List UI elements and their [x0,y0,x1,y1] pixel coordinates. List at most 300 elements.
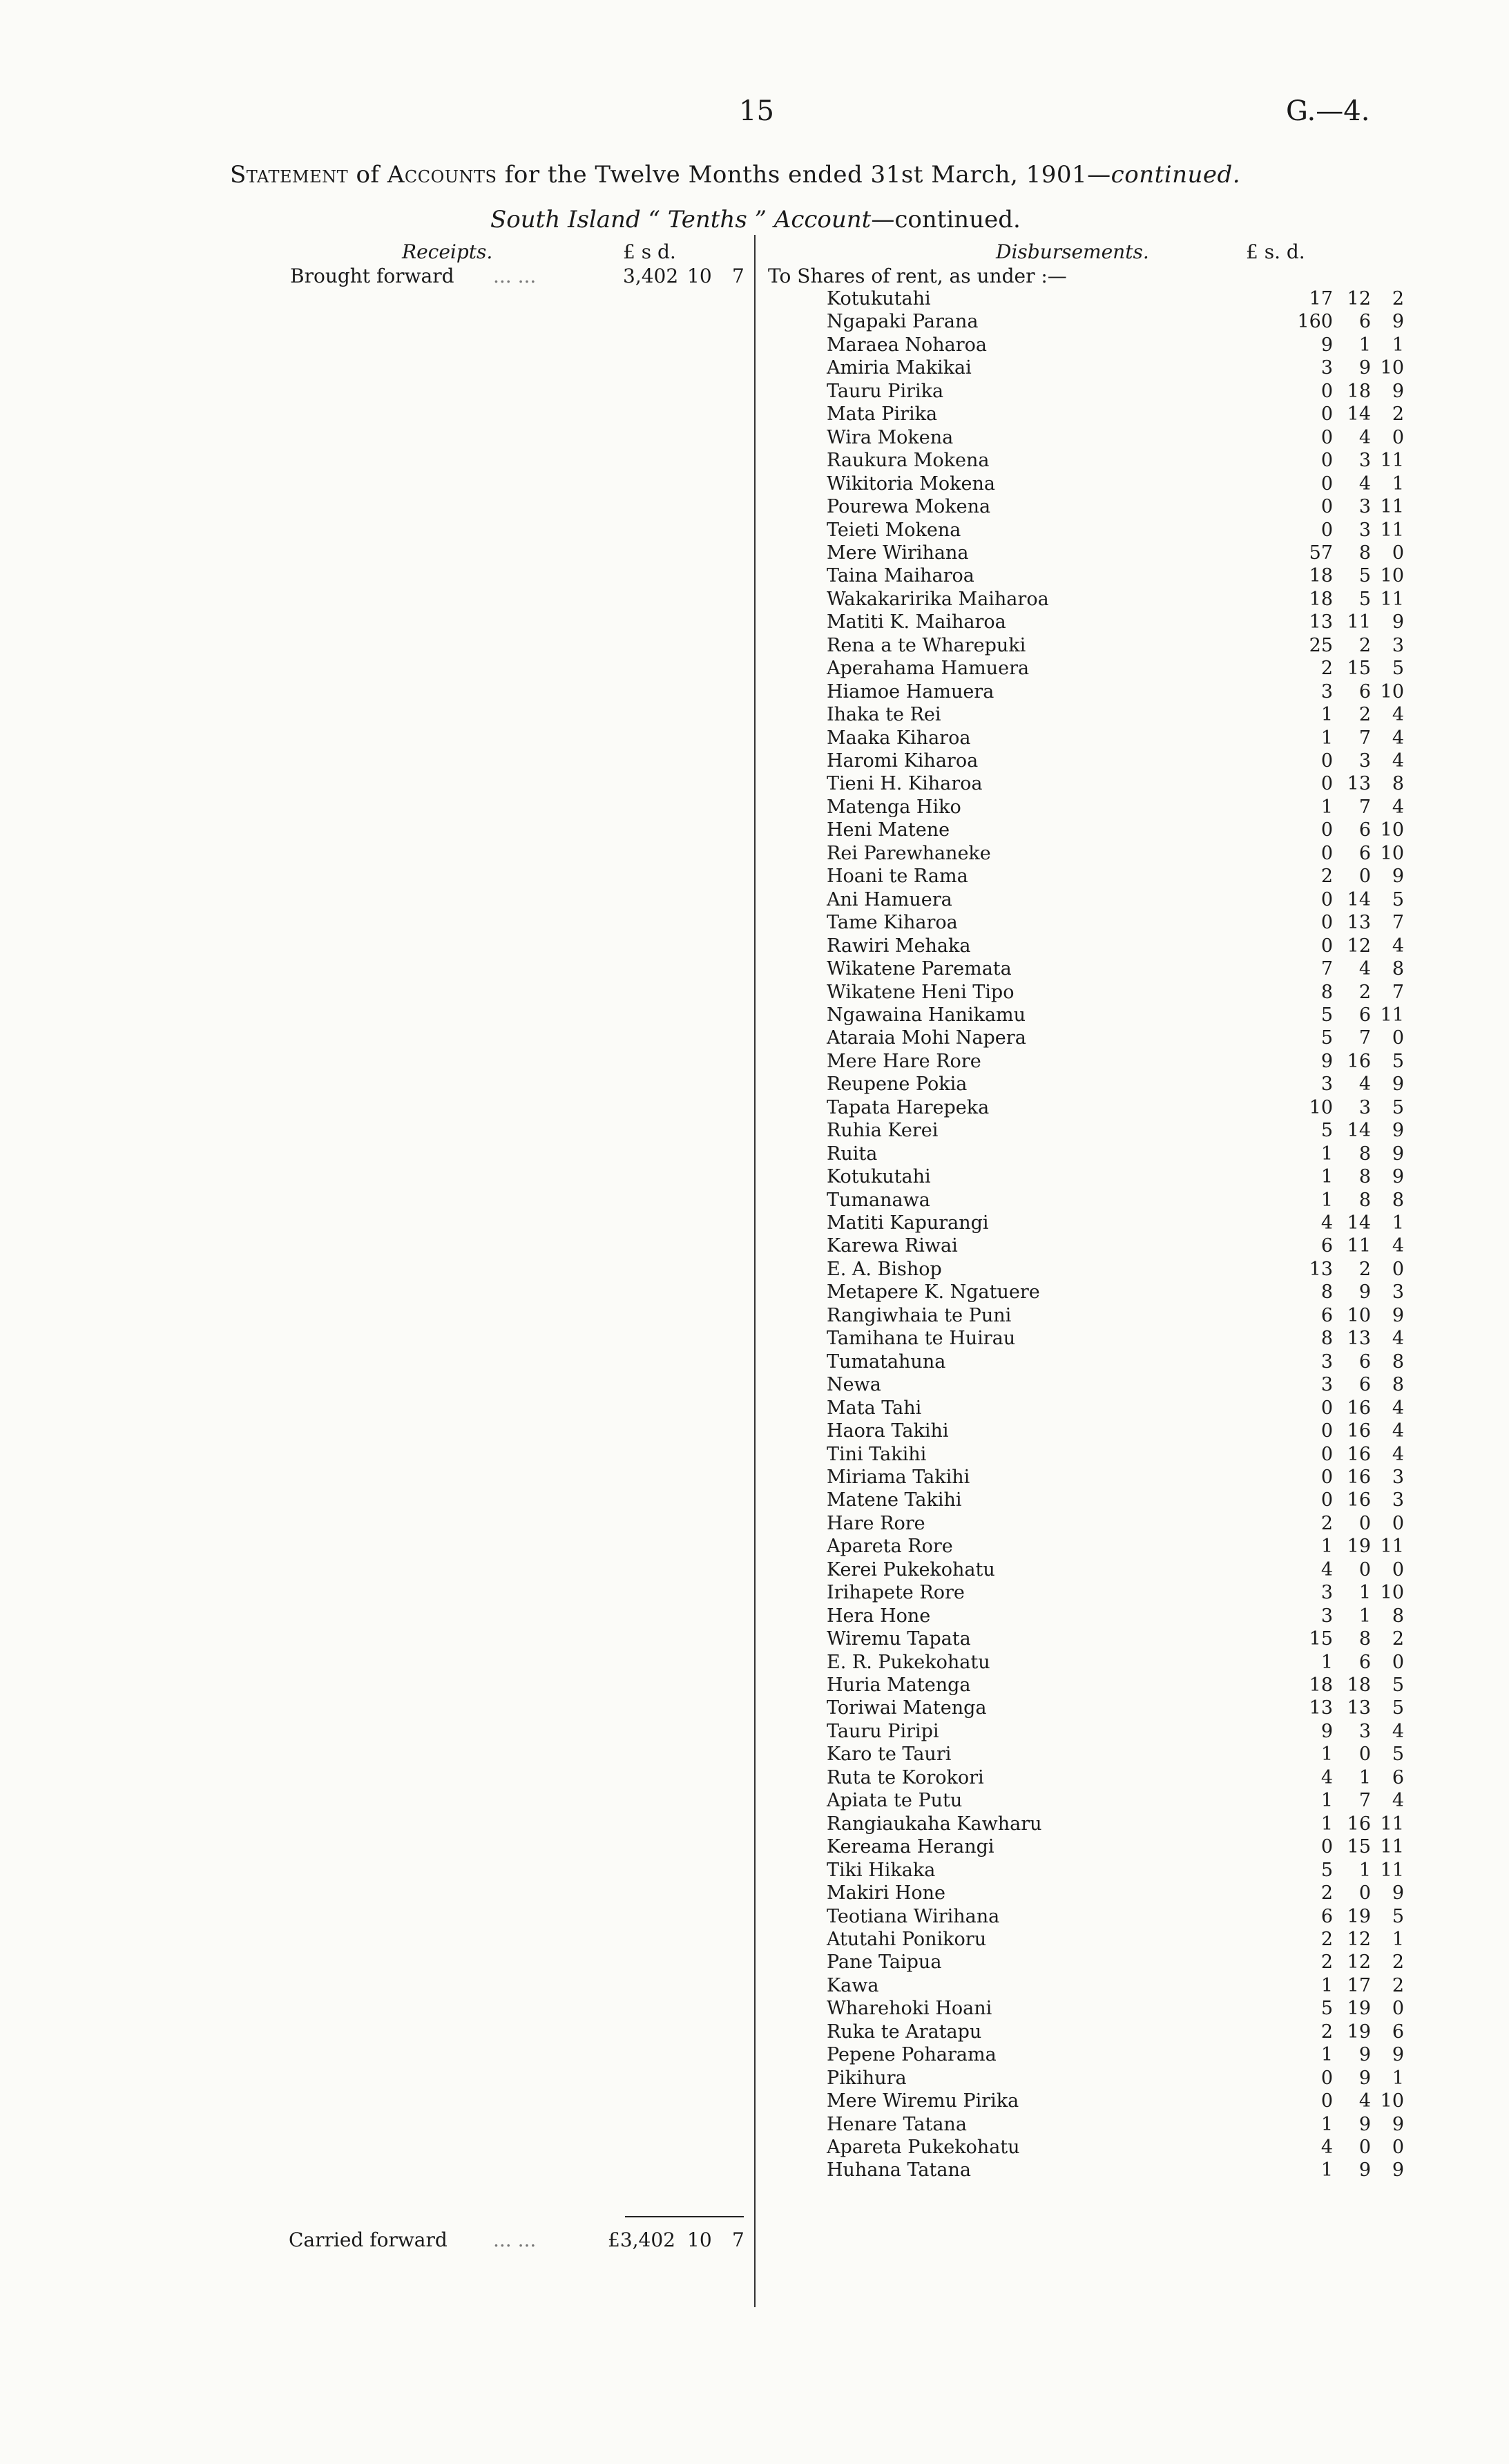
payee-name: Rawiri Mehaka [827,935,971,957]
amount-shillings: 0 [1358,1512,1371,1534]
disbursement-row [0,1906,1509,1929]
disbursement-row [0,1721,1509,1744]
disbursement-row [0,1767,1509,1790]
amount-pounds: 0 [1320,519,1333,541]
payee-name: Teieti Mokena [827,519,961,541]
amount-shillings: 3 [1358,496,1371,518]
carried-forward-label: Carried forward [289,2228,448,2251]
amount-pounds: 13 [1309,1697,1333,1719]
amount-shillings: 12 [1347,935,1371,957]
amount-shillings: 1 [1358,1582,1371,1604]
disbursement-row [0,1951,1509,1974]
amount-pence: 4 [1392,1420,1404,1442]
disbursement-row [0,982,1509,1004]
amount-pounds: 9 [1320,1050,1333,1072]
amount-shillings: 8 [1358,1166,1371,1188]
amount-pounds: 160 [1297,311,1333,333]
amount-pence: 3 [1392,1281,1404,1303]
amount-shillings: 14 [1347,403,1371,426]
amount-shillings: 14 [1347,1120,1371,1142]
receipts-currency-header: £ s d. [623,240,676,263]
amount-shillings: 6 [1358,842,1371,864]
brought-forward-pounds: 3,402 [623,265,679,287]
amount-pounds: 18 [1309,588,1333,610]
disbursement-row [0,2114,1509,2137]
amount-pence: 5 [1392,1050,1404,1072]
disbursement-row [0,1489,1509,1512]
amount-pence: 8 [1392,1605,1404,1627]
amount-pounds: 13 [1309,1258,1333,1280]
brought-forward-pence: 7 [732,265,744,287]
amount-pence: 1 [1392,1928,1404,1950]
title-accounts: Accounts [387,161,497,189]
payee-name: Ani Hamuera [827,888,952,910]
amount-pence: 10 [1380,819,1404,841]
amount-pence: 6 [1392,2021,1404,2043]
disbursement-row [0,2137,1509,2159]
amount-pounds: 0 [1320,496,1333,518]
carried-forward-shillings: 10 [687,2228,712,2251]
amount-shillings: 9 [1358,2067,1371,2089]
amount-pence: 7 [1392,912,1404,934]
amount-pence: 1 [1392,1212,1404,1234]
amount-shillings: 4 [1358,1073,1371,1096]
disbursement-row [0,2021,1509,2044]
amount-pounds: 1 [1320,1790,1333,1812]
disbursement-row [0,935,1509,958]
amount-shillings: 16 [1347,1443,1371,1465]
payee-name: Mere Wirihana [827,542,969,564]
amount-pounds: 5 [1320,1027,1333,1049]
amount-shillings: 1 [1358,1605,1371,1627]
amount-pence: 3 [1392,1489,1404,1511]
amount-pence: 9 [1392,380,1404,402]
disbursement-row [0,1744,1509,1766]
amount-shillings: 18 [1347,380,1371,402]
amount-pence: 0 [1392,1558,1404,1580]
amount-pence: 6 [1392,1766,1404,1788]
payee-name: Rena a te Wharepuki [827,634,1026,656]
amount-pence: 3 [1392,1466,1404,1488]
amount-pence: 11 [1380,1004,1404,1026]
disbursement-row [0,1882,1509,1905]
amount-pence: 5 [1392,1096,1404,1118]
amount-pence: 10 [1380,2090,1404,2112]
disbursement-row [0,1605,1509,1628]
payee-name: Apiata te Putu [827,1790,963,1812]
amount-pence: 10 [1380,565,1404,587]
disbursement-row [0,2044,1509,2067]
disbursement-row [0,704,1509,727]
shares-of-rent-intro: To Shares of rent, as under :— [768,265,1067,287]
amount-pence: 10 [1380,842,1404,864]
amount-pence: 4 [1392,1235,1404,1257]
amount-pence: 9 [1392,1120,1404,1142]
payee-name: Tini Takihi [827,1443,927,1465]
receipts-heading: Receipts. [402,240,493,263]
amount-shillings: 3 [1358,450,1371,472]
amount-pence: 2 [1392,1628,1404,1650]
payee-name: Wakakaririka Maiharoa [827,588,1049,610]
amount-shillings: 14 [1347,1212,1371,1234]
amount-pence: 0 [1392,426,1404,448]
amount-pence: 2 [1392,1974,1404,1996]
amount-pence: 0 [1392,1651,1404,1673]
amount-pence: 10 [1380,357,1404,379]
amount-shillings: 19 [1347,1536,1371,1558]
carried-forward-pence: 7 [732,2228,744,2251]
amount-shillings: 9 [1358,2159,1371,2181]
amount-pounds: 6 [1320,1905,1333,1927]
amount-pounds: 0 [1320,1466,1333,1488]
amount-pounds: 0 [1320,912,1333,934]
amount-pence: 4 [1392,935,1404,957]
payee-name: Hera Hone [827,1605,931,1627]
payee-name: Apareta Rore [827,1536,953,1558]
payee-name: Mere Wiremu Pirika [827,2090,1019,2112]
payee-name: Hare Rore [827,1512,925,1534]
payee-name: Taina Maiharoa [827,565,974,587]
payee-name: Ngawaina Hanikamu [827,1004,1026,1026]
amount-shillings: 8 [1358,1628,1371,1650]
amount-pounds: 9 [1320,1720,1333,1742]
amount-shillings: 2 [1358,704,1371,726]
amount-pounds: 6 [1320,1235,1333,1257]
disbursement-row [0,1166,1509,1189]
amount-shillings: 3 [1358,1096,1371,1118]
amount-pounds: 15 [1309,1628,1333,1650]
amount-pounds: 1 [1320,1744,1333,1766]
amount-pence: 4 [1392,796,1404,818]
disbursement-row [0,1998,1509,2021]
amount-shillings: 6 [1358,680,1371,703]
payee-name: Heni Matene [827,819,950,841]
amount-pence: 11 [1380,1836,1404,1858]
amount-pounds: 1 [1320,796,1333,818]
disbursement-row [0,519,1509,542]
payee-name: Huria Matenga [827,1674,971,1696]
payee-name: Pepene Poharama [827,2044,997,2066]
disbursement-row [0,1051,1509,1073]
amount-shillings: 4 [1358,2090,1371,2112]
amount-shillings: 1 [1358,1859,1371,1881]
payee-name: Teotiana Wirihana [827,1905,1000,1927]
amount-pounds: 18 [1309,1674,1333,1696]
amount-shillings: 4 [1358,472,1371,495]
amount-pounds: 7 [1320,958,1333,980]
amount-pence: 0 [1392,542,1404,564]
payee-name: Tieni H. Kiharoa [827,773,983,795]
payee-name: E. A. Bishop [827,1258,942,1280]
payee-name: Kotukutahi [827,1166,931,1188]
document-reference: G.—4. [1286,95,1370,127]
amount-shillings: 3 [1358,1720,1371,1742]
payee-name: Tapata Harepeka [827,1096,990,1118]
amount-pounds: 3 [1320,1073,1333,1096]
amount-pounds: 5 [1320,1120,1333,1142]
amount-shillings: 3 [1358,519,1371,541]
payee-name: Wikitoria Mokena [827,472,995,495]
subtitle-continued: —continued. [871,206,1021,233]
amount-shillings: 7 [1358,727,1371,749]
amount-pence: 4 [1392,727,1404,749]
amount-shillings: 15 [1347,1836,1371,1858]
amount-pence: 3 [1392,634,1404,656]
disbursement-row [0,1073,1509,1096]
disbursement-row [0,1212,1509,1235]
payee-name: Matiti Kapurangi [827,1212,989,1234]
amount-pounds: 2 [1320,1512,1333,1534]
amount-pence: 9 [1392,2159,1404,2181]
amount-pence: 0 [1392,1258,1404,1280]
amount-pence: 0 [1392,2137,1404,2158]
amount-shillings: 1 [1358,1766,1371,1788]
disbursement-row [0,1467,1509,1489]
amount-pounds: 3 [1320,1582,1333,1604]
payee-name: Matiti K. Maiharoa [827,611,1006,633]
disbursement-row [0,1652,1509,1674]
amount-shillings: 6 [1358,1374,1371,1396]
payee-name: Rei Parewhaneke [827,842,991,864]
amount-pence: 2 [1392,403,1404,426]
disbursement-row [0,311,1509,334]
disbursement-row [0,1582,1509,1605]
amount-pence: 5 [1392,658,1404,680]
amount-pence: 8 [1392,1374,1404,1396]
disbursement-row [0,1305,1509,1328]
payee-name: Ihaka te Rei [827,704,941,726]
amount-shillings: 0 [1358,1744,1371,1766]
page-number: 15 [739,95,774,127]
amount-pounds: 0 [1320,1836,1333,1858]
disbursement-row [0,2067,1509,2090]
disbursement-row [0,727,1509,750]
disbursement-row [0,750,1509,773]
disbursement-row [0,1420,1509,1443]
amount-pence: 9 [1392,611,1404,633]
brought-forward-label: Brought forward [290,265,454,287]
amount-pounds: 10 [1309,1096,1333,1118]
amount-shillings: 6 [1358,311,1371,333]
amount-pounds: 25 [1309,634,1333,656]
title-period: for the Twelve Months ended 31st March, 1901— [504,161,1111,189]
payee-name: Pikihura [827,2067,907,2089]
amount-shillings: 16 [1347,1466,1371,1488]
amount-pounds: 18 [1309,565,1333,587]
amount-pence: 10 [1380,1582,1404,1604]
amount-pounds: 0 [1320,750,1333,772]
amount-pounds: 1 [1320,2044,1333,2066]
payee-name: Matenga Hiko [827,796,961,818]
amount-pence: 5 [1392,888,1404,910]
payee-name: Hoani te Rama [827,866,968,888]
title-statement: Statement [230,161,349,189]
amount-shillings: 6 [1358,819,1371,841]
payee-name: Pourewa Mokena [827,496,991,518]
payee-name: Kotukutahi [827,288,931,309]
amount-pounds: 3 [1320,357,1333,379]
amount-shillings: 8 [1358,1189,1371,1211]
amount-pence: 11 [1380,496,1404,518]
payee-name: Makiri Hone [827,1882,946,1904]
disbursement-row [0,1374,1509,1397]
payee-name: Amiria Makikai [827,357,972,379]
payee-name: Henare Tatana [827,2113,967,2135]
amount-shillings: 9 [1358,357,1371,379]
payee-name: Ruita [827,1143,878,1165]
amount-pounds: 0 [1320,403,1333,426]
page-subtitle [490,206,1021,233]
amount-shillings: 7 [1358,1027,1371,1049]
amount-shillings: 6 [1358,1004,1371,1026]
disbursement-row [0,611,1509,634]
amount-pence: 5 [1392,1905,1404,1927]
amount-pence: 9 [1392,866,1404,888]
disbursements-currency-header: £ s. d. [1246,240,1305,263]
amount-pence: 8 [1392,1189,1404,1211]
amount-pounds: 2 [1320,866,1333,888]
page-title [230,161,1240,189]
amount-pence: 1 [1392,334,1404,356]
amount-shillings: 2 [1358,981,1371,1003]
title-continued: continued. [1111,161,1241,189]
amount-shillings: 7 [1358,796,1371,818]
payee-name: Metapere K. Ngatuere [827,1281,1040,1303]
amount-pounds: 1 [1320,1189,1333,1211]
disbursements-heading: Disbursements. [996,240,1149,263]
amount-pounds: 0 [1320,842,1333,864]
amount-pence: 11 [1380,519,1404,541]
payee-name: Tumatahuna [827,1350,946,1373]
amount-pence: 4 [1392,1328,1404,1350]
amount-pounds: 3 [1320,1605,1333,1627]
amount-pounds: 1 [1320,1813,1333,1835]
disbursement-row [0,427,1509,450]
disbursement-row [0,1536,1509,1558]
disbursement-row [0,2090,1509,2113]
amount-pounds: 0 [1320,2067,1333,2089]
amount-pounds: 5 [1320,1004,1333,1026]
payee-name: Maraea Noharoa [827,334,988,356]
disbursement-row [0,819,1509,842]
disbursement-row [0,381,1509,403]
amount-pounds: 0 [1320,1420,1333,1442]
payee-name: Atutahi Ponikoru [827,1928,987,1950]
amount-pence: 4 [1392,704,1404,726]
amount-shillings: 16 [1347,1813,1371,1835]
amount-pounds: 1 [1320,2159,1333,2181]
amount-shillings: 0 [1358,1882,1371,1904]
amount-pence: 9 [1392,1882,1404,1904]
payee-name: Ngapaki Parana [827,311,979,333]
amount-pounds: 3 [1320,1350,1333,1373]
amount-shillings: 9 [1358,2044,1371,2066]
amount-pence: 1 [1392,2067,1404,2089]
disbursement-row [0,773,1509,796]
amount-shillings: 9 [1358,1281,1371,1303]
amount-pence: 11 [1380,1813,1404,1835]
carried-forward-leader: ... ... [493,2228,537,2251]
amount-pounds: 1 [1320,2113,1333,2135]
brought-forward-shillings: 10 [687,265,712,287]
amount-pence: 8 [1392,773,1404,795]
disbursement-row [0,1697,1509,1720]
disbursement-row [0,1351,1509,1374]
amount-pounds: 4 [1320,2137,1333,2158]
amount-shillings: 0 [1358,1558,1371,1580]
payee-name: Tauru Piripi [827,1720,939,1742]
disbursement-row [0,1004,1509,1027]
disbursement-row [0,334,1509,357]
disbursement-row [0,288,1509,311]
amount-pounds: 8 [1320,981,1333,1003]
amount-pence: 0 [1392,1998,1404,2020]
amount-shillings: 17 [1347,1974,1371,1996]
amount-pounds: 0 [1320,1489,1333,1511]
disbursement-row [0,589,1509,611]
amount-shillings: 5 [1358,588,1371,610]
amount-pounds: 0 [1320,426,1333,448]
amount-shillings: 14 [1347,888,1371,910]
payee-name: Tame Kiharoa [827,912,958,934]
disbursement-row [0,1328,1509,1350]
amount-pence: 1 [1392,472,1404,495]
amount-shillings: 19 [1347,1905,1371,1927]
amount-pounds: 3 [1320,680,1333,703]
amount-shillings: 16 [1347,1420,1371,1442]
amount-shillings: 9 [1358,2113,1371,2135]
amount-pounds: 0 [1320,773,1333,795]
payee-name: Ruta te Korokori [827,1766,984,1788]
disbursement-row [0,681,1509,704]
amount-pounds: 8 [1320,1328,1333,1350]
disbursement-row [0,1929,1509,1951]
amount-pounds: 0 [1320,1397,1333,1419]
payee-name: Tauru Pirika [827,380,944,402]
amount-pounds: 2 [1320,1951,1333,1974]
amount-pence: 5 [1392,1697,1404,1719]
amount-pence: 11 [1380,450,1404,472]
amount-shillings: 13 [1347,912,1371,934]
payee-name: Hiamoe Hamuera [827,680,994,703]
amount-shillings: 19 [1347,2021,1371,2043]
amount-pence: 9 [1392,311,1404,333]
payee-name: Wira Mokena [827,426,954,448]
disbursement-row [0,658,1509,680]
amount-shillings: 10 [1347,1304,1371,1326]
amount-pounds: 1 [1320,1974,1333,1996]
amount-pence: 5 [1392,1674,1404,1696]
amount-pounds: 5 [1320,1859,1333,1881]
amount-shillings: 13 [1347,1697,1371,1719]
amount-shillings: 12 [1347,1928,1371,1950]
amount-pence: 0 [1392,1027,1404,1049]
amount-pence: 9 [1392,1073,1404,1096]
disbursement-row [0,1097,1509,1120]
disbursement-row [0,473,1509,496]
payee-name: Irihapete Rore [827,1582,965,1604]
amount-pence: 4 [1392,1720,1404,1742]
disbursement-row [0,1143,1509,1166]
payee-name: Mata Tahi [827,1397,922,1419]
amount-pence: 9 [1392,1304,1404,1326]
amount-pence: 5 [1392,1744,1404,1766]
amount-pence: 9 [1392,2113,1404,2135]
amount-pence: 7 [1392,981,1404,1003]
payee-name: Toriwai Matenga [827,1697,987,1719]
disbursement-row [0,1190,1509,1212]
amount-shillings: 16 [1347,1397,1371,1419]
